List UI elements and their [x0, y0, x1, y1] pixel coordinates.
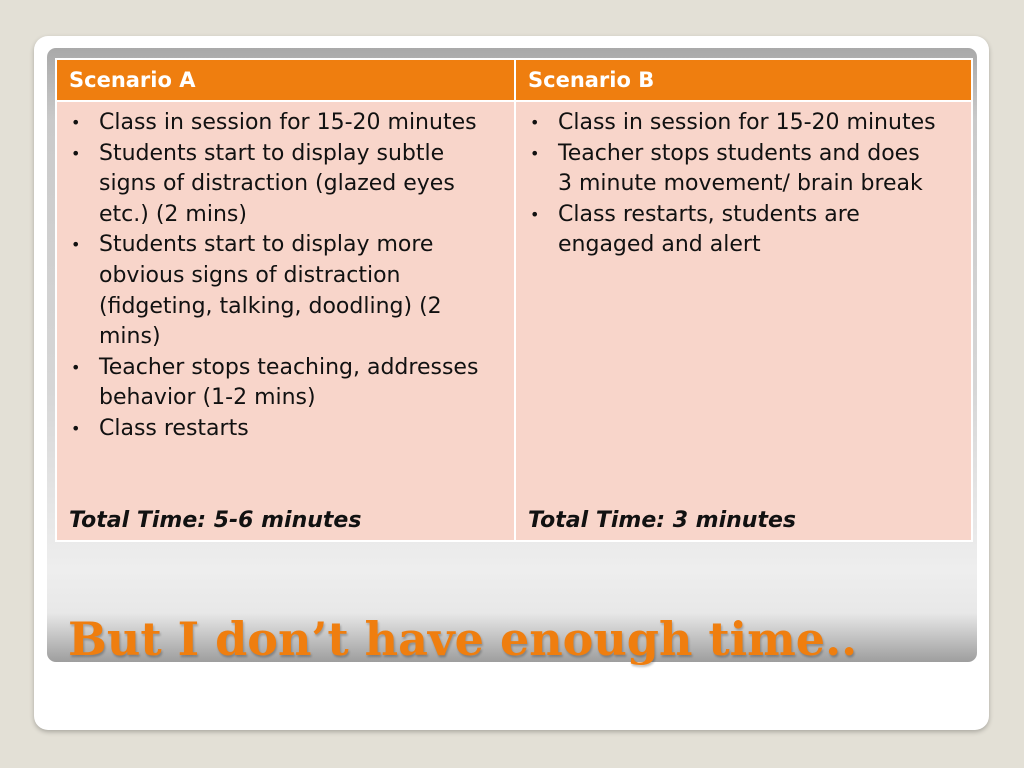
slide-title: But I don’t have enough time.. — [68, 612, 858, 666]
bullet-icon: • — [71, 143, 81, 163]
bullet-icon: • — [71, 235, 81, 255]
bullet-icon: • — [530, 143, 540, 163]
list-item — [528, 108, 959, 139]
table-body-row — [56, 101, 972, 541]
list-item — [69, 353, 502, 414]
list-item — [69, 230, 502, 352]
scenario-b-list — [528, 108, 959, 261]
header-scenario-a: Scenario A — [56, 59, 515, 101]
table-header-row — [56, 59, 972, 101]
list-item — [528, 200, 959, 261]
bullet-icon: • — [530, 113, 540, 132]
header-scenario-b: Scenario B — [515, 59, 972, 101]
list-item-text: Class restarts, students are engaged and alert — [558, 201, 860, 258]
bullet-icon: • — [71, 357, 81, 377]
list-item-text: Teacher stops students and does 3 minute movement/ brain break — [558, 140, 923, 197]
scenario-a-cell — [56, 101, 515, 541]
scenario-a-list — [69, 108, 502, 445]
list-item — [528, 139, 959, 200]
bullet-icon: • — [71, 418, 81, 438]
bullet-icon: • — [71, 113, 81, 132]
list-item-text: Teacher stops teaching, addresses behavior (1-2 mins) — [99, 354, 479, 411]
list-item — [69, 414, 502, 445]
bullet-icon: • — [530, 204, 540, 224]
list-item-text: Class restarts — [99, 415, 249, 441]
list-item-text: Students start to display subtle signs of distraction (glazed eyes etc.) (2 mins) — [99, 140, 455, 227]
scenario-b-cell — [515, 101, 972, 541]
list-item — [69, 139, 502, 231]
scenario-comparison-table — [55, 58, 973, 542]
list-item-text: Class in session for 15-20 minutes — [558, 110, 936, 135]
list-item-text: Students start to display more obvious signs of distraction (fidgeting, talking, doodling) (2 mins) — [99, 232, 442, 350]
list-item-text: Class in session for 15-20 minutes — [99, 110, 477, 135]
list-item — [69, 108, 502, 139]
scenario-a-total-time: Total Time: 5-6 minutes — [69, 508, 362, 533]
scenario-b-total-time: Total Time: 3 minutes — [528, 508, 796, 533]
